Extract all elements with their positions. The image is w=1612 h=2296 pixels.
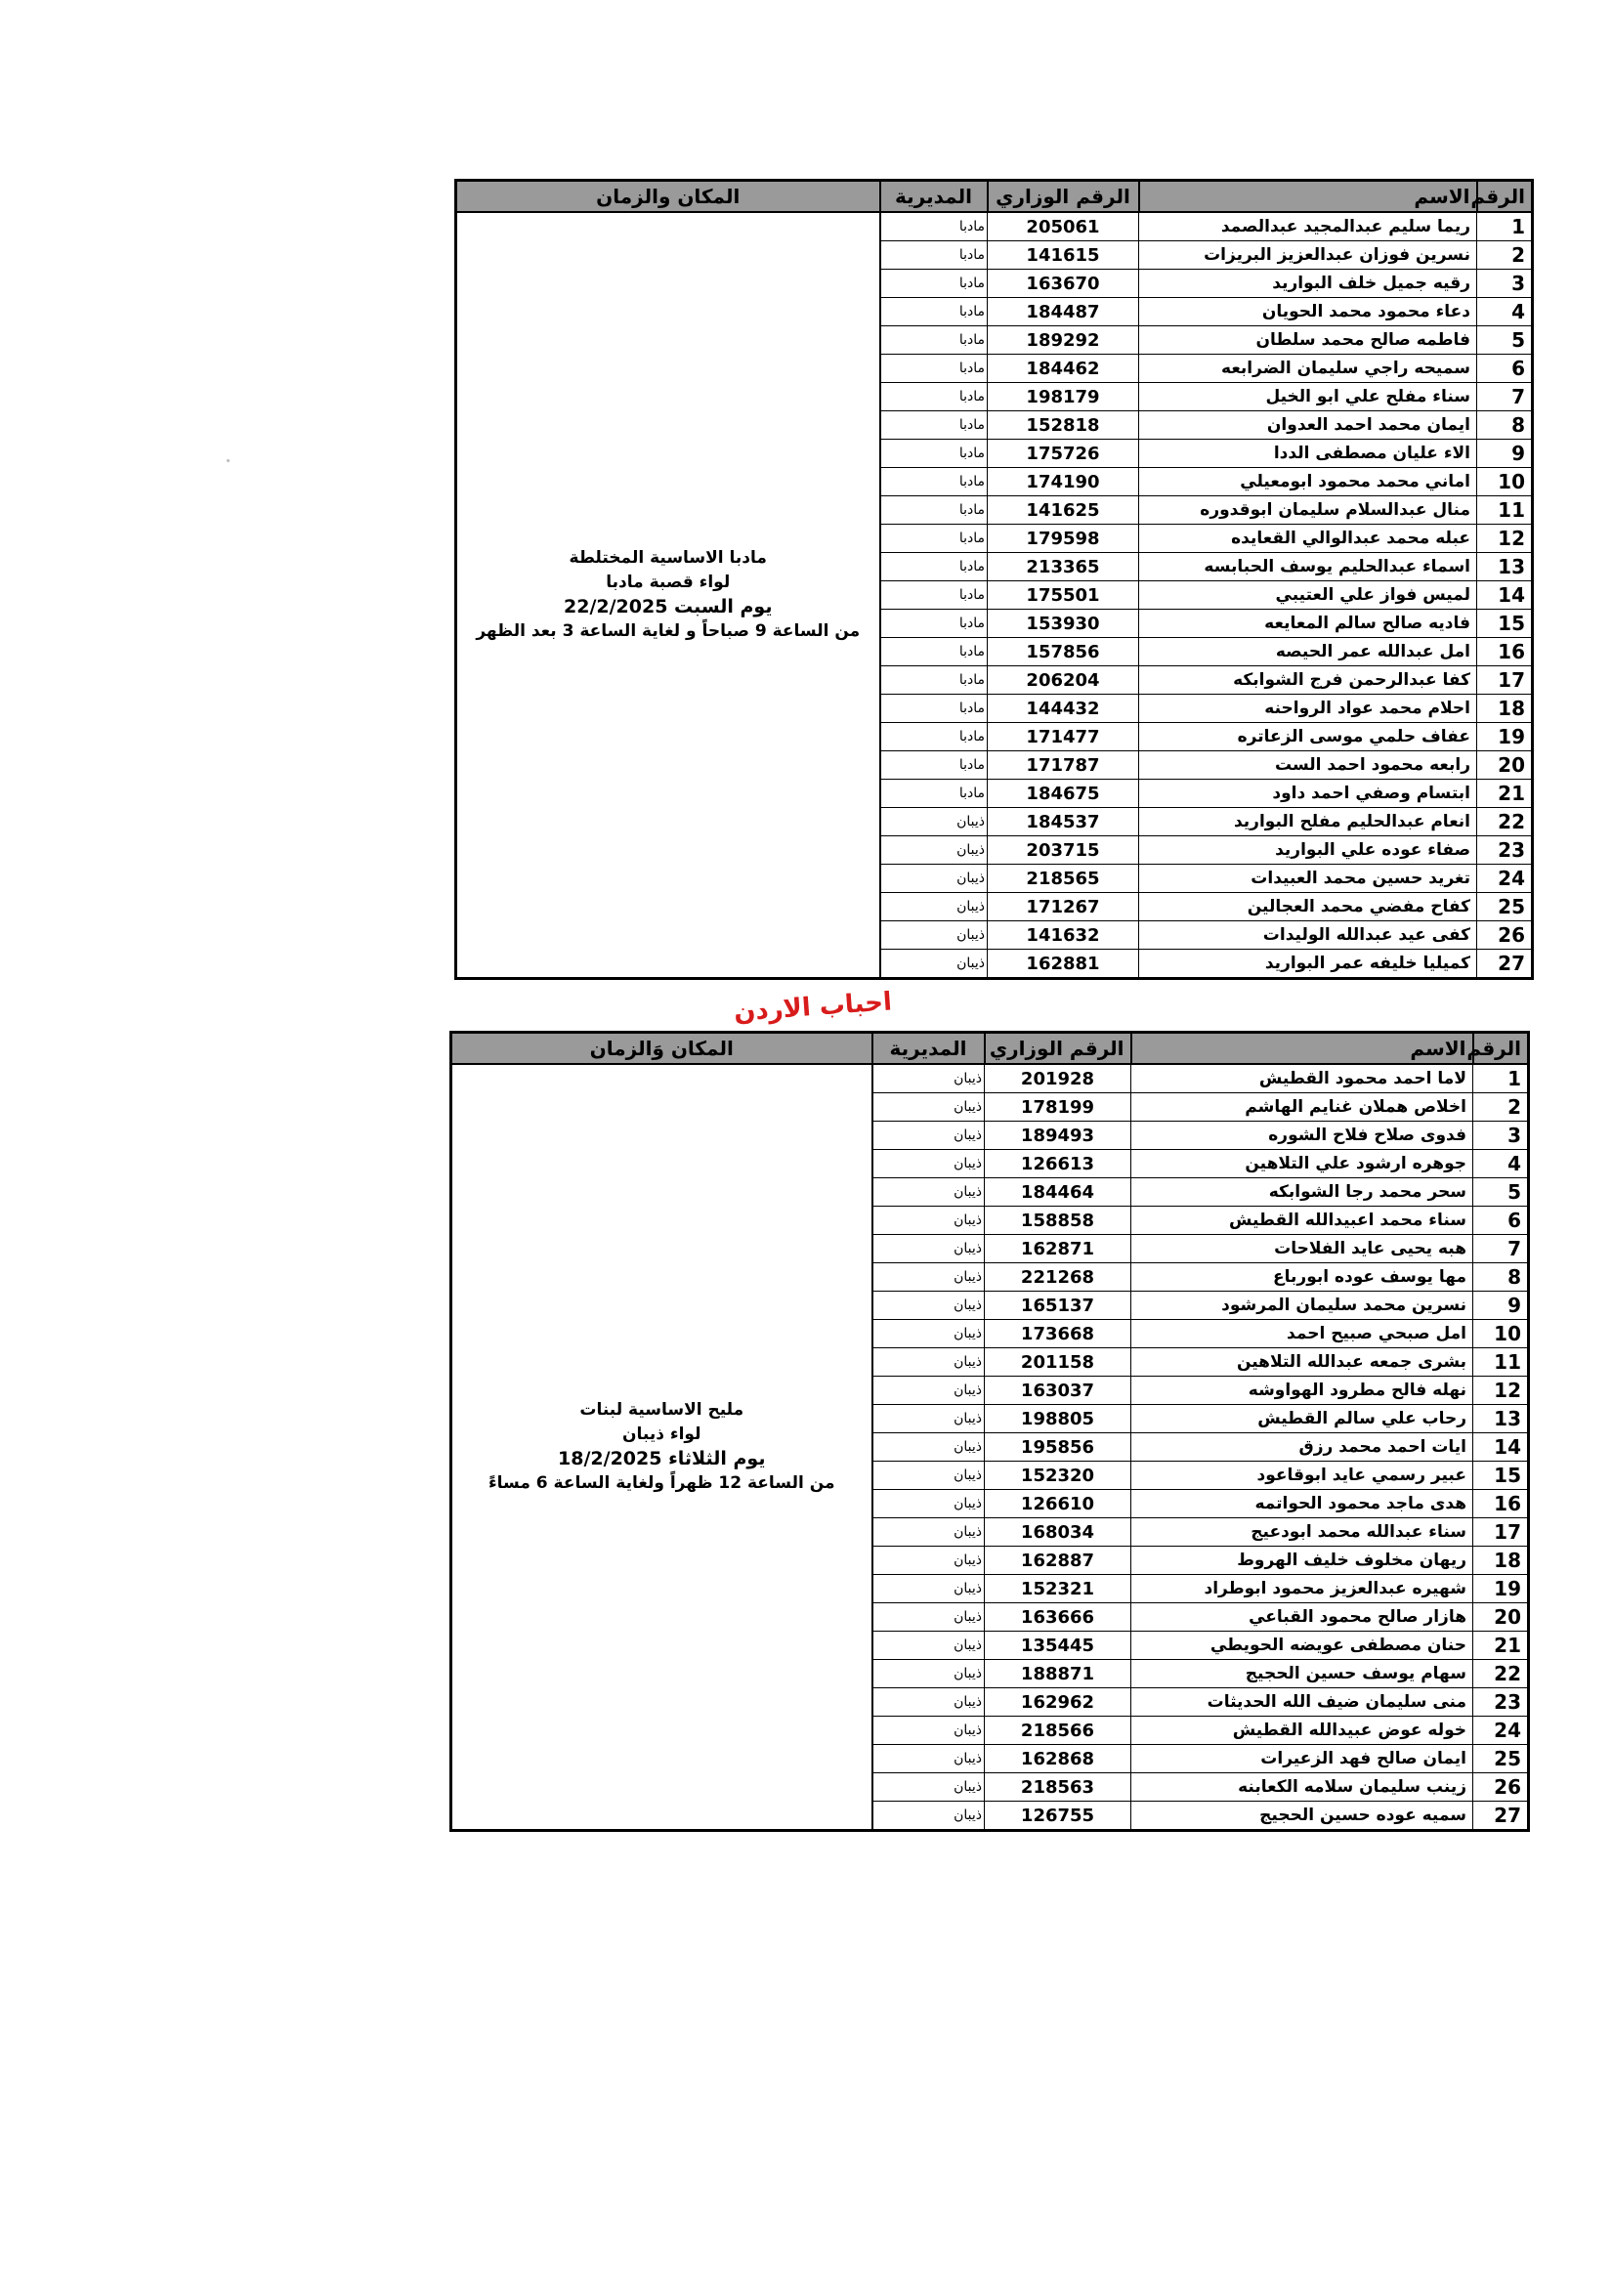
row-number: 3	[1473, 1122, 1529, 1150]
student-name: سناء عبدالله محمد ابودعيج	[1131, 1518, 1473, 1547]
header-location: المكان وَالزمان	[451, 1033, 872, 1065]
row-number: 5	[1473, 1178, 1529, 1207]
table-body	[451, 1064, 1529, 1831]
ministry-id: 184675	[988, 780, 1139, 808]
directorate: ذيبان	[880, 808, 988, 836]
student-name: سحر محمد رجا الشوابكه	[1131, 1178, 1473, 1207]
student-name: نسرين محمد سليمان المرشود	[1131, 1292, 1473, 1320]
row-number: 23	[1477, 836, 1533, 865]
ministry-id: 163666	[985, 1603, 1131, 1632]
directorate: ذيبان	[872, 1575, 985, 1603]
student-name: اماني محمد محمود ابومعيلي	[1139, 468, 1477, 496]
row-number: 24	[1473, 1717, 1529, 1745]
student-name: حنان مصطفى عويضه الحويطي	[1131, 1632, 1473, 1660]
student-name: هدى ماجد محمود الحواتمه	[1131, 1490, 1473, 1518]
table-header-row	[456, 181, 1533, 213]
directorate: ذيبان	[872, 1263, 985, 1292]
header-directorate: المديرية	[880, 181, 988, 213]
row-number: 4	[1473, 1150, 1529, 1178]
ministry-id: 158858	[985, 1207, 1131, 1235]
ministry-id: 126610	[985, 1490, 1131, 1518]
row-number: 4	[1477, 298, 1533, 326]
student-name: اسماء عبدالحليم يوسف الحبابسه	[1139, 553, 1477, 581]
header-ministry-id: الرقم الوزاري	[988, 181, 1139, 213]
student-name: زينب سليمان سلامه الكعابنه	[1131, 1773, 1473, 1802]
row-number: 11	[1477, 496, 1533, 525]
directorate: مادبا	[880, 468, 988, 496]
directorate: ذيبان	[872, 1377, 985, 1405]
ministry-id: 144432	[988, 695, 1139, 723]
ministry-id: 173668	[985, 1320, 1131, 1348]
student-name: كفى عيد عبدالله الوليدات	[1139, 921, 1477, 950]
table-header-row	[451, 1033, 1529, 1065]
ministry-id: 198805	[985, 1405, 1131, 1433]
header-number: الرقم	[1477, 181, 1533, 213]
scan-speck	[227, 459, 230, 462]
student-name: فدوى صلاح فلاح الشوره	[1131, 1122, 1473, 1150]
row-number: 3	[1477, 270, 1533, 298]
location-line: مادبا الاساسية المختلطة	[569, 548, 767, 568]
directorate: ذيبان	[872, 1802, 985, 1831]
row-number: 12	[1477, 525, 1533, 553]
student-name: خوله عوض عبيدالله القطيش	[1131, 1717, 1473, 1745]
directorate: مادبا	[880, 241, 988, 270]
location-line: من الساعة 9 صباحاً و لغاية الساعة 3 بعد الظهر	[476, 621, 861, 641]
directorate: ذيبان	[872, 1348, 985, 1377]
student-name: بشرى جمعه عبدالله التلاهين	[1131, 1348, 1473, 1377]
location-line: من الساعة 12 ظهراً ولغاية الساعة 6 مساءً	[488, 1473, 835, 1493]
header-number: الرقم	[1473, 1033, 1529, 1065]
directorate: ذيبان	[872, 1292, 985, 1320]
location-time-cell	[451, 1064, 872, 1831]
student-name: كفا عبدالرحمن فرج الشوابكه	[1139, 666, 1477, 695]
row-number: 27	[1477, 950, 1533, 979]
row-number: 25	[1477, 893, 1533, 921]
row-number: 2	[1473, 1093, 1529, 1122]
ministry-id: 162871	[985, 1235, 1131, 1263]
student-name: ايمان صالح فهد الزعيرات	[1131, 1745, 1473, 1773]
ministry-id: 141615	[988, 241, 1139, 270]
student-name: فاديه صالح سالم المعايعه	[1139, 610, 1477, 638]
ministry-id: 171477	[988, 723, 1139, 751]
directorate: ذيبان	[872, 1150, 985, 1178]
directorate: ذيبان	[872, 1632, 985, 1660]
ministry-id: 189493	[985, 1122, 1131, 1150]
row-number: 26	[1473, 1773, 1529, 1802]
location-line: يوم الثلاثاء 18/2/2025	[558, 1448, 766, 1469]
ministry-id: 178199	[985, 1093, 1131, 1122]
row-number: 16	[1477, 638, 1533, 666]
ministry-id: 126755	[985, 1802, 1131, 1831]
student-name: رقيه جميل خلف البواريد	[1139, 270, 1477, 298]
directorate: ذيبان	[872, 1745, 985, 1773]
row-number: 10	[1473, 1320, 1529, 1348]
row-number: 21	[1477, 780, 1533, 808]
student-name: كفاح مفضي محمد العجالين	[1139, 893, 1477, 921]
ministry-id: 175726	[988, 440, 1139, 468]
directorate: مادبا	[880, 270, 988, 298]
directorate: مادبا	[880, 525, 988, 553]
row-number: 5	[1477, 326, 1533, 355]
ministry-id: 188871	[985, 1660, 1131, 1688]
directorate: مادبا	[880, 326, 988, 355]
header-name: الاسم	[1139, 181, 1477, 213]
directorate: ذيبان	[872, 1547, 985, 1575]
directorate: ذيبان	[872, 1603, 985, 1632]
ministry-id: 198179	[988, 383, 1139, 411]
ministry-id: 165137	[985, 1292, 1131, 1320]
directorate: مادبا	[880, 610, 988, 638]
row-number: 22	[1473, 1660, 1529, 1688]
row-number: 22	[1477, 808, 1533, 836]
ministry-id: 157856	[988, 638, 1139, 666]
row-number: 15	[1473, 1462, 1529, 1490]
student-name: رابعه محمود احمد الست	[1139, 751, 1477, 780]
student-name: شهيره عبدالعزيز محمود ابوطراد	[1131, 1575, 1473, 1603]
student-name: ابتسام وصفي احمد داود	[1139, 780, 1477, 808]
student-name: لميس فواز علي العتيبي	[1139, 581, 1477, 610]
location-line: يوم السبت 22/2/2025	[564, 596, 773, 617]
ministry-id: 141632	[988, 921, 1139, 950]
location-line: لواء قصبة مادبا	[606, 573, 731, 592]
row-number: 9	[1473, 1292, 1529, 1320]
row-number: 1	[1477, 212, 1533, 241]
directorate: ذيبان	[872, 1178, 985, 1207]
watermark-text: احباب الاردن	[733, 987, 893, 1028]
row-number: 6	[1473, 1207, 1529, 1235]
ministry-id: 203715	[988, 836, 1139, 865]
table-row	[456, 212, 1533, 241]
row-number: 17	[1473, 1518, 1529, 1547]
student-name: كميليا خليفه عمر البواريد	[1139, 950, 1477, 979]
row-number: 2	[1477, 241, 1533, 270]
ministry-id: 153930	[988, 610, 1139, 638]
ministry-id: 195856	[985, 1433, 1131, 1462]
student-name: منال عبدالسلام سليمان ابوقدوره	[1139, 496, 1477, 525]
directorate: مادبا	[880, 638, 988, 666]
directorate: ذيبان	[872, 1490, 985, 1518]
student-name: دعاء محمود محمد الحويان	[1139, 298, 1477, 326]
student-name: سهام يوسف حسين الحجيج	[1131, 1660, 1473, 1688]
ministry-id: 126613	[985, 1150, 1131, 1178]
row-number: 16	[1473, 1490, 1529, 1518]
directorate: ذيبان	[872, 1660, 985, 1688]
row-number: 20	[1473, 1603, 1529, 1632]
row-number: 18	[1477, 695, 1533, 723]
student-name: سميحه راجي سليمان الضرابعه	[1139, 355, 1477, 383]
student-name: ريهان مخلوف خليف الهروط	[1131, 1547, 1473, 1575]
ministry-id: 206204	[988, 666, 1139, 695]
row-number: 8	[1477, 411, 1533, 440]
row-number: 10	[1477, 468, 1533, 496]
student-name: سناء مفلح علي ابو الخيل	[1139, 383, 1477, 411]
location-line: مليح الاساسية لبنات	[579, 1400, 744, 1420]
directorate: ذيبان	[880, 865, 988, 893]
header-location: المكان والزمان	[456, 181, 880, 213]
directorate: مادبا	[880, 666, 988, 695]
row-number: 15	[1477, 610, 1533, 638]
row-number: 17	[1477, 666, 1533, 695]
ministry-id: 152818	[988, 411, 1139, 440]
student-name: احلام محمد عواد الرواحنه	[1139, 695, 1477, 723]
directorate: مادبا	[880, 723, 988, 751]
ministry-id: 218563	[985, 1773, 1131, 1802]
directorate: ذيبان	[872, 1235, 985, 1263]
ministry-id: 213365	[988, 553, 1139, 581]
ministry-id: 162887	[985, 1547, 1131, 1575]
directorate: ذيبان	[872, 1462, 985, 1490]
header-ministry-id: الرقم الوزاري	[985, 1033, 1131, 1065]
row-number: 14	[1477, 581, 1533, 610]
row-number: 11	[1473, 1348, 1529, 1377]
student-name: الاء عليان مصطفى الددا	[1139, 440, 1477, 468]
ministry-id: 184464	[985, 1178, 1131, 1207]
student-name: اخلاص هملان غنايم الهاشم	[1131, 1093, 1473, 1122]
student-name: فاطمه صالح محمد سلطان	[1139, 326, 1477, 355]
student-name: مها يوسف عوده ابورباع	[1131, 1263, 1473, 1292]
directorate: ذيبان	[872, 1207, 985, 1235]
row-number: 25	[1473, 1745, 1529, 1773]
directorate: ذيبان	[880, 921, 988, 950]
directorate: ذيبان	[880, 950, 988, 979]
directorate: مادبا	[880, 411, 988, 440]
header-name: الاسم	[1131, 1033, 1473, 1065]
directorate: ذيبان	[872, 1405, 985, 1433]
ministry-id: 141625	[988, 496, 1139, 525]
directorate: مادبا	[880, 355, 988, 383]
directorate: مادبا	[880, 581, 988, 610]
ministry-id: 201928	[985, 1064, 1131, 1093]
directorate: ذيبان	[872, 1122, 985, 1150]
table-body	[456, 212, 1533, 979]
ministry-id: 179598	[988, 525, 1139, 553]
row-number: 18	[1473, 1547, 1529, 1575]
ministry-id: 163037	[985, 1377, 1131, 1405]
directorate: ذيبان	[872, 1518, 985, 1547]
row-number: 12	[1473, 1377, 1529, 1405]
directorate: مادبا	[880, 440, 988, 468]
location-time-cell	[456, 212, 880, 979]
ministry-id: 162962	[985, 1688, 1131, 1717]
ministry-id: 184537	[988, 808, 1139, 836]
ministry-id: 162868	[985, 1745, 1131, 1773]
student-name: امل عبدالله عمر الحيصه	[1139, 638, 1477, 666]
ministry-id: 171267	[988, 893, 1139, 921]
row-number: 19	[1477, 723, 1533, 751]
directorate: ذيبان	[872, 1688, 985, 1717]
directorate: ذيبان	[872, 1093, 985, 1122]
ministry-id: 174190	[988, 468, 1139, 496]
ministry-id: 218566	[985, 1717, 1131, 1745]
row-number: 8	[1473, 1263, 1529, 1292]
row-number: 14	[1473, 1433, 1529, 1462]
location-line: لواء ذيبان	[622, 1424, 701, 1444]
student-name: صفاء عوده علي البواريد	[1139, 836, 1477, 865]
ministry-id: 201158	[985, 1348, 1131, 1377]
table-row	[451, 1064, 1529, 1093]
student-name: ايات احمد محمد رزق	[1131, 1433, 1473, 1462]
row-number: 24	[1477, 865, 1533, 893]
roster-table-dhiban	[449, 1031, 1530, 1832]
student-name: امل صبحي صبيح احمد	[1131, 1320, 1473, 1348]
row-number: 7	[1473, 1235, 1529, 1263]
ministry-id: 218565	[988, 865, 1139, 893]
student-name: ايمان محمد احمد العدوان	[1139, 411, 1477, 440]
directorate: مادبا	[880, 751, 988, 780]
directorate: ذيبان	[872, 1064, 985, 1093]
directorate: مادبا	[880, 298, 988, 326]
ministry-id: 152321	[985, 1575, 1131, 1603]
row-number: 27	[1473, 1802, 1529, 1831]
directorate: مادبا	[880, 780, 988, 808]
student-name: عفاف حلمي موسى الزعاتره	[1139, 723, 1477, 751]
student-name: منى سليمان ضيف الله الحديثات	[1131, 1688, 1473, 1717]
row-number: 7	[1477, 383, 1533, 411]
ministry-id: 184462	[988, 355, 1139, 383]
roster-table-madaba	[454, 179, 1534, 980]
student-name: سناء محمد اعبيدالله القطيش	[1131, 1207, 1473, 1235]
student-name: عبير رسمي عايد ابوقاعود	[1131, 1462, 1473, 1490]
student-name: ريما سليم عبدالمجيد عبدالصمد	[1139, 212, 1477, 241]
student-name: سميه عوده حسين الحجيج	[1131, 1802, 1473, 1831]
student-name: انعام عبدالحليم مفلح البواريد	[1139, 808, 1477, 836]
row-number: 1	[1473, 1064, 1529, 1093]
ministry-id: 152320	[985, 1462, 1131, 1490]
row-number: 19	[1473, 1575, 1529, 1603]
directorate: ذيبان	[880, 836, 988, 865]
student-name: رحاب علي سالم القطيش	[1131, 1405, 1473, 1433]
row-number: 23	[1473, 1688, 1529, 1717]
student-name: نهله فالح مطرود الهواوشه	[1131, 1377, 1473, 1405]
directorate: مادبا	[880, 496, 988, 525]
directorate: ذيبان	[872, 1773, 985, 1802]
student-name: عبله محمد عبدالوالي القعايده	[1139, 525, 1477, 553]
ministry-id: 135445	[985, 1632, 1131, 1660]
row-number: 9	[1477, 440, 1533, 468]
ministry-id: 184487	[988, 298, 1139, 326]
directorate: ذيبان	[872, 1433, 985, 1462]
ministry-id: 175501	[988, 581, 1139, 610]
header-directorate: المديرية	[872, 1033, 985, 1065]
directorate: مادبا	[880, 553, 988, 581]
ministry-id: 205061	[988, 212, 1139, 241]
ministry-id: 171787	[988, 751, 1139, 780]
student-name: لاما احمد محمود القطيش	[1131, 1064, 1473, 1093]
ministry-id: 168034	[985, 1518, 1131, 1547]
directorate: ذيبان	[872, 1320, 985, 1348]
ministry-id: 162881	[988, 950, 1139, 979]
row-number: 20	[1477, 751, 1533, 780]
row-number: 13	[1473, 1405, 1529, 1433]
directorate: ذيبان	[872, 1717, 985, 1745]
directorate: مادبا	[880, 212, 988, 241]
student-name: تغريد حسين محمد العبيدات	[1139, 865, 1477, 893]
student-name: نسرين فوزان عبدالعزيز البريزات	[1139, 241, 1477, 270]
ministry-id: 163670	[988, 270, 1139, 298]
ministry-id: 221268	[985, 1263, 1131, 1292]
ministry-id: 189292	[988, 326, 1139, 355]
student-name: هازار صالح محمود القباعي	[1131, 1603, 1473, 1632]
student-name: جوهره ارشود علي التلاهين	[1131, 1150, 1473, 1178]
directorate: مادبا	[880, 383, 988, 411]
row-number: 26	[1477, 921, 1533, 950]
student-name: هبه يحيى عايد الفلاحات	[1131, 1235, 1473, 1263]
row-number: 21	[1473, 1632, 1529, 1660]
row-number: 6	[1477, 355, 1533, 383]
directorate: مادبا	[880, 695, 988, 723]
row-number: 13	[1477, 553, 1533, 581]
directorate: ذيبان	[880, 893, 988, 921]
